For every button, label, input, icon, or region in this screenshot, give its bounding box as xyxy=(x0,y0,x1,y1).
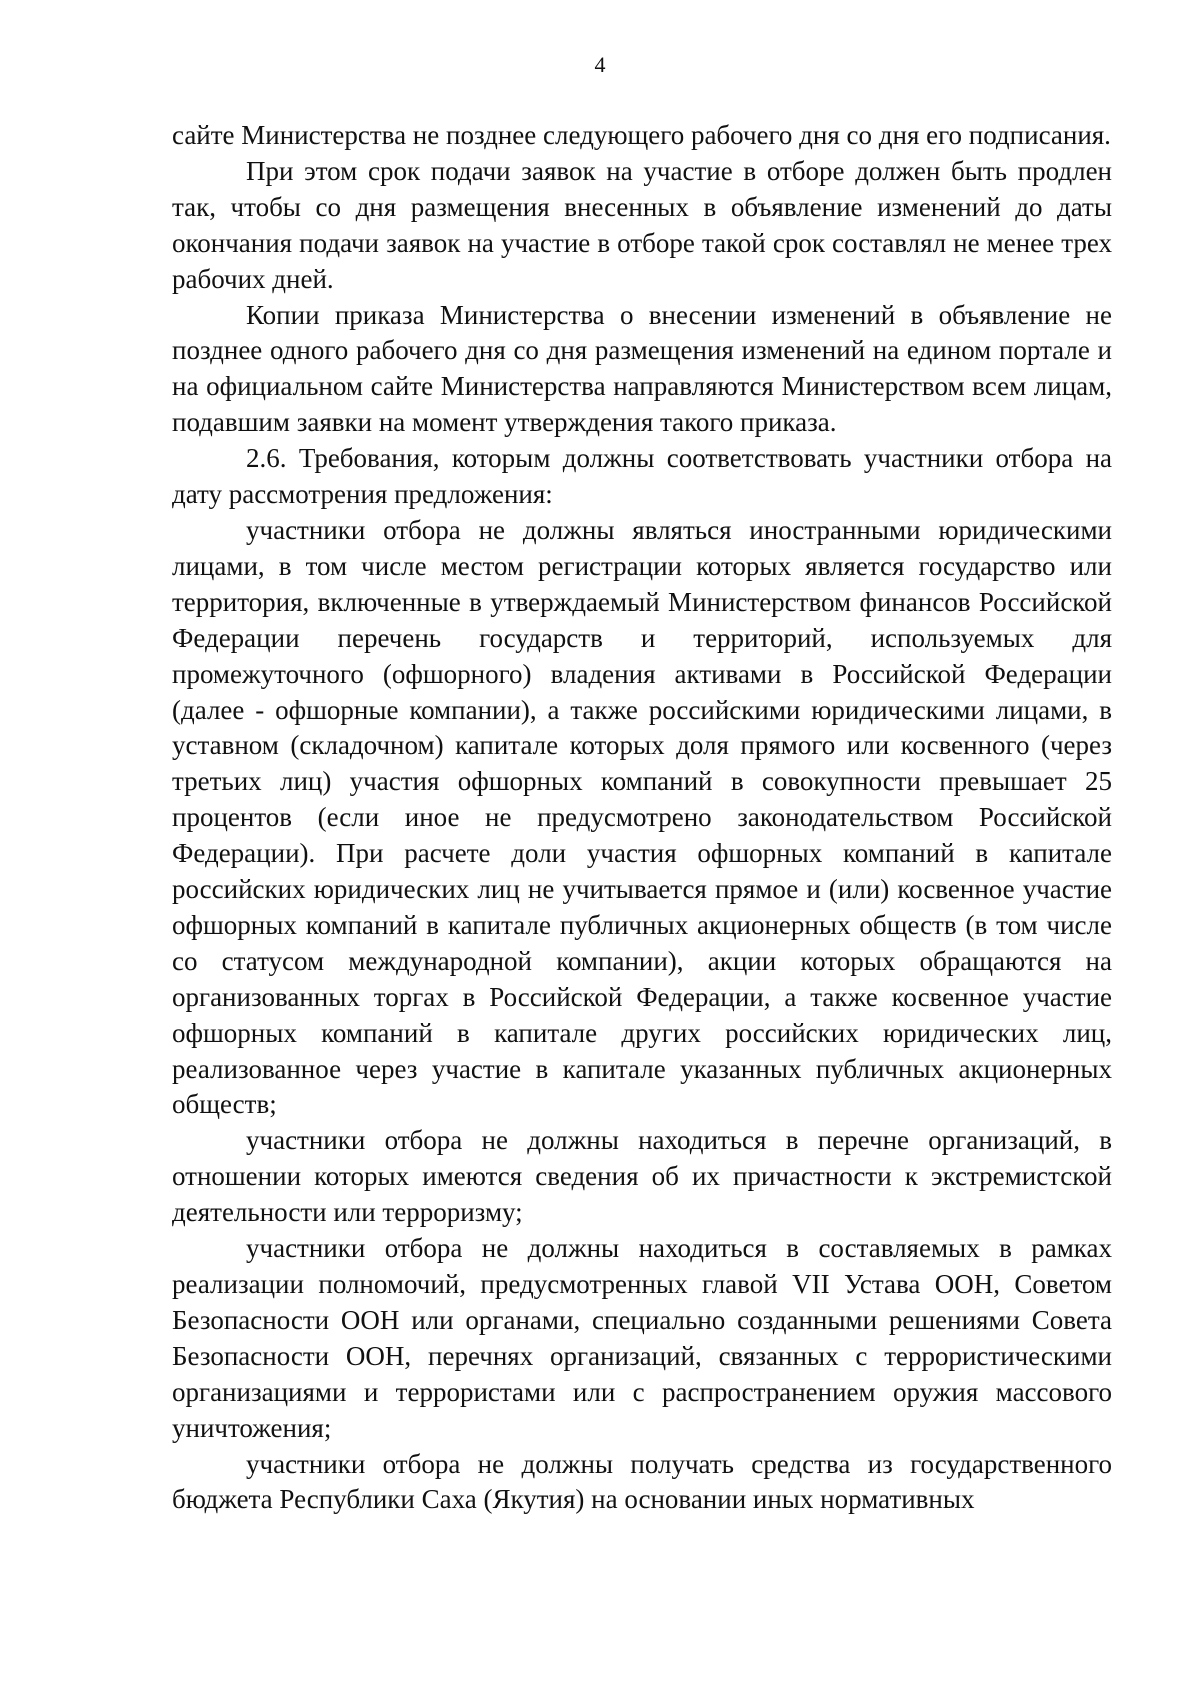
paragraph-budget-funds-requirement: участники отбора не должны получать средства из государственного бюджета Республики Саха (Якутия) на основании иных нормативных xyxy=(172,1448,1112,1515)
paragraph-extremism-requirement: участники отбора не должны находиться в перечне организаций, в отношении которых имеются сведения об их причастности к экстремистской деятельности или терроризму; xyxy=(172,1125,1112,1228)
page-number: 4 xyxy=(594,52,606,77)
paragraph-offshore-requirement: участники отбора не должны являться иностранными юридическими лицами, в том числе местом регистрации которых является государство или территория, включенные в утверждаемый Министерством финансов Российской Федерации перечень государств и территорий, используемых для промежуточного (офшорного) владения активами в Российской Федерации (далее - офшорные компании), а также российскими юридическими лицами, в уставном (складочном) капитале которых доля прямого или косвенного (через третьих лиц) участия офшорных компаний в совокупности превышает 25 процентов (если иное не предусмотрено законодательством Российской Федерации). При расчете доли участия офшорных компаний в капитале российских юридических лиц не учитывается прямое и (или) косвенное участие офшорных компаний в капитале публичных акционерных обществ (в том числе со статусом международной компании), акции которых обращаются на организованных торгах в Российской Федерации, а также косвенное участие офшорных компаний в капитале других российских юридических лиц, реализованное через участие в капитале указанных публичных акционерных обществ; xyxy=(172,514,1112,1120)
paragraph-order-copies: Копии приказа Министерства о внесении изменений в объявление не позднее одного рабочего дня со дня размещения изменений на едином портале и на официальном сайте Министерства направляются Министерством всем лицам, подавшим заявки на момент утверждения такого приказа. xyxy=(172,299,1112,438)
paragraph-section-2-6: 2.6. Требования, которым должны соответствовать участники отбора на дату рассмотрения предложения: xyxy=(172,443,1112,510)
paragraph-continuation: сайте Министерства не позднее следующего рабочего дня со дня его подписания. xyxy=(172,120,1111,150)
paragraph-deadline-extension: При этом срок подачи заявок на участие в отборе должен быть продлен так, чтобы со дня размещения внесенных в объявление изменений до даты окончания подачи заявок на участие в отборе такой срок составлял не менее трех рабочих дней. xyxy=(172,155,1112,294)
document-body xyxy=(172,118,1112,1518)
paragraph-un-sanctions-requirement: участники отбора не должны находиться в составляемых в рамках реализации полномочий, предусмотренных главой VII Устава ООН, Советом Безопасности ООН или органами, специально созданными решениями Совета Безопасности ООН, перечнях организаций, связанных с террористическими организациями и террористами или с распространением оружия массового уничтожения; xyxy=(172,1233,1112,1443)
